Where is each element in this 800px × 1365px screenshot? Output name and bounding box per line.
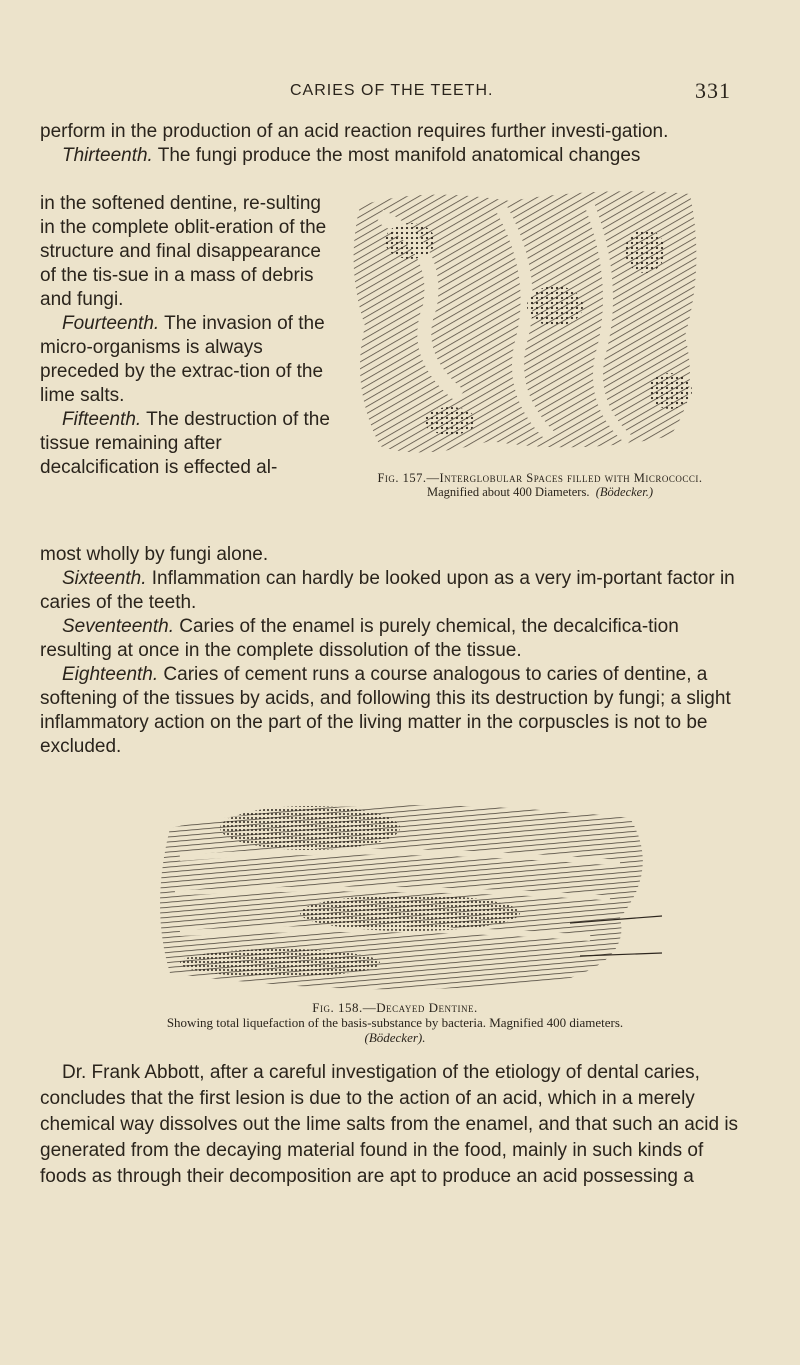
narrow-column [40, 192, 340, 480]
figure-158-image [150, 788, 670, 998]
fourteenth-text: The invasion of the micro-organisms is always preceded by the extrac-tion of the lime salts. [40, 313, 325, 406]
figure-158-credit: (Bödecker). [364, 1030, 426, 1045]
paragraph-abbott: Dr. Frank Abbott, after a careful investigation of the etiology of dental caries, concludes that the first lesion is due to the action of an acid, which in a merely chemical way dissolves out the lime salts from the enamel, and that such an acid is generated from the decaying material found in the food, mainly in such kinds of foods as through their decomposition are apt to produce an acid possessing a [40, 1062, 739, 1187]
sixteenth-label: Sixteenth. [62, 568, 147, 589]
page-number: 331 [695, 78, 731, 103]
figure-158-description: Showing total liquefaction of the basis-substance by bacteria. Magnified 400 diameters. [166, 1015, 624, 1030]
eighteenth-label: Eighteenth. [62, 664, 159, 685]
paragraph-intro-text: perform in the production of an acid reaction requires further investi-gation. [40, 121, 669, 142]
sixteenth-text: Inflammation can hardly be looked upon as a very im-portant factor in caries of the teeth. [40, 568, 735, 613]
figure-157-credit: (Bödecker.) [595, 485, 653, 499]
figure-157-magnification: Magnified about 400 Diameters. (Bödecker.) [427, 485, 653, 499]
figure-158-title: Fig. 158.—Decayed Dentine. [312, 1000, 478, 1015]
fourteenth-label: Fourteenth. [62, 313, 160, 334]
fifteenth-label: Fifteenth. [62, 409, 142, 430]
thirteenth-continuation: in the softened dentine, re-sulting in the complete oblit-eration of the structure and final disappearance of the tis-sue in a mass of debris and fungi. [40, 193, 327, 310]
thirteenth-text: The fungi produce the most manifold anatomical changes [152, 145, 641, 166]
paragraph-intro [40, 120, 730, 168]
figure-157-title: Fig. 157.—Interglobular Spaces filled with Micrococci. [377, 471, 703, 485]
header-title: CARIES OF THE TEETH. [290, 82, 494, 99]
thirteenth-label: Thirteenth. [62, 145, 153, 166]
figure-158-caption [40, 1000, 750, 1045]
seventeenth-label: Seventeenth. [62, 616, 174, 637]
seventeenth-text: Caries of the enamel is purely chemical, the decalcifica-tion resulting at once in the complete dissolution of the tissue. [40, 616, 679, 661]
paragraph-block [40, 543, 745, 759]
eighteenth-text: Caries of cement runs a course analogous to caries of dentine, a softening of the tissues by acids, and following this its destruction by fungi; a slight inflammatory action on the part of the living matter in the corpuscles is not to be excluded. [40, 664, 731, 757]
figure-157-caption [355, 471, 725, 499]
figure-157-image [340, 186, 710, 464]
fifteenth-continuation: most wholly by fungi alone. [40, 544, 269, 565]
fifteenth-text: The destruction of the tissue remaining after decalcification is effected al- [40, 409, 330, 478]
